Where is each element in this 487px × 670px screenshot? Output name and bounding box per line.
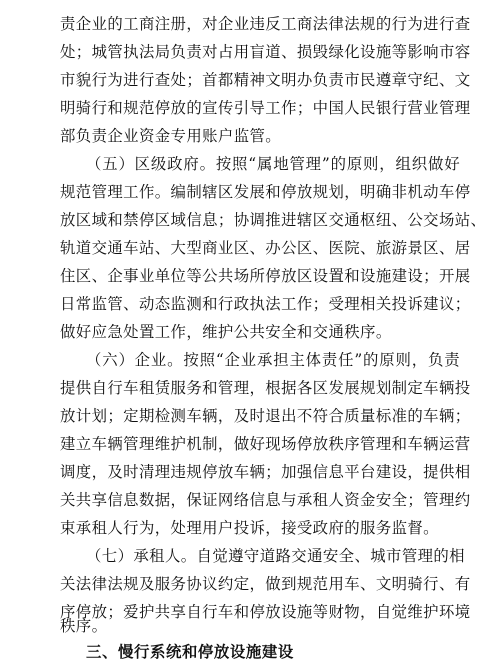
- text-line: 轨道交通车站、大型商业区、办公区、医院、旅游景区、居: [60, 239, 471, 257]
- text-line: 建立车辆管理维护机制，做好现场停放秩序管理和车辆运营: [60, 435, 471, 453]
- text-line: 关法律法规及服务协议约定，做到规范用车、文明骑行、有: [60, 575, 471, 593]
- text-line: 责企业的工商注册，对企业违反工商法律法规的行为进行查: [60, 15, 471, 33]
- text-line: 市貌行为进行查处；首都精神文明办负责市民遵章守纪、文: [60, 71, 471, 89]
- text-line: 放区域和禁停区域信息；协调推进辖区交通枢纽、公交场站、: [60, 211, 487, 229]
- paragraph-seven-first-line: （七）承租人。自觉遵守道路交通安全、城市管理的相: [86, 547, 465, 565]
- section-heading: 三、慢行系统和停放设施建设: [86, 643, 294, 661]
- paragraph-six-first-line: （六）企业。按照“企业承担主体责任”的原则，负责: [86, 351, 460, 369]
- text-line: 放计划；定期检测车辆，及时退出不符合质量标准的车辆；: [60, 407, 471, 425]
- text-line: 明骑行和规范停放的宣传引导工作；中国人民银行营业管理: [60, 99, 471, 117]
- text-line: 秩序。: [60, 617, 108, 635]
- text-line: 提供自行车租赁服务和管理，根据各区发展规划制定车辆投: [60, 379, 471, 397]
- text-line: 调度，及时清理违规停放车辆；加强信息平台建设，提供相: [60, 463, 471, 481]
- text-line: 处；城管执法局负责对占用盲道、损毁绿化设施等影响市容: [60, 43, 471, 61]
- text-line: 部负责企业资金专用账户监管。: [60, 127, 282, 145]
- text-line: 日常监管、动态监测和行政执法工作；受理相关投诉建议；: [60, 295, 471, 313]
- text-line: 规范管理工作。编制辖区发展和停放规划，明确非机动车停: [60, 183, 471, 201]
- text-line: 住区、企事业单位等公共场所停放区设置和设施建设；开展: [60, 267, 471, 285]
- text-line: 做好应急处置工作，维护公共安全和交通秩序。: [60, 323, 392, 341]
- paragraph-five-first-line: （五）区级政府。按照“属地管理”的原则，组织做好: [86, 155, 460, 173]
- text-line: 束承租人行为，处理用户投诉，接受政府的服务监督。: [60, 519, 439, 537]
- text-line: 关共享信息数据，保证网络信息与承租人资金安全；管理约: [60, 491, 471, 509]
- text-line: 序停放；爱护共享自行车和停放设施等财物，自觉维护环境: [60, 603, 471, 621]
